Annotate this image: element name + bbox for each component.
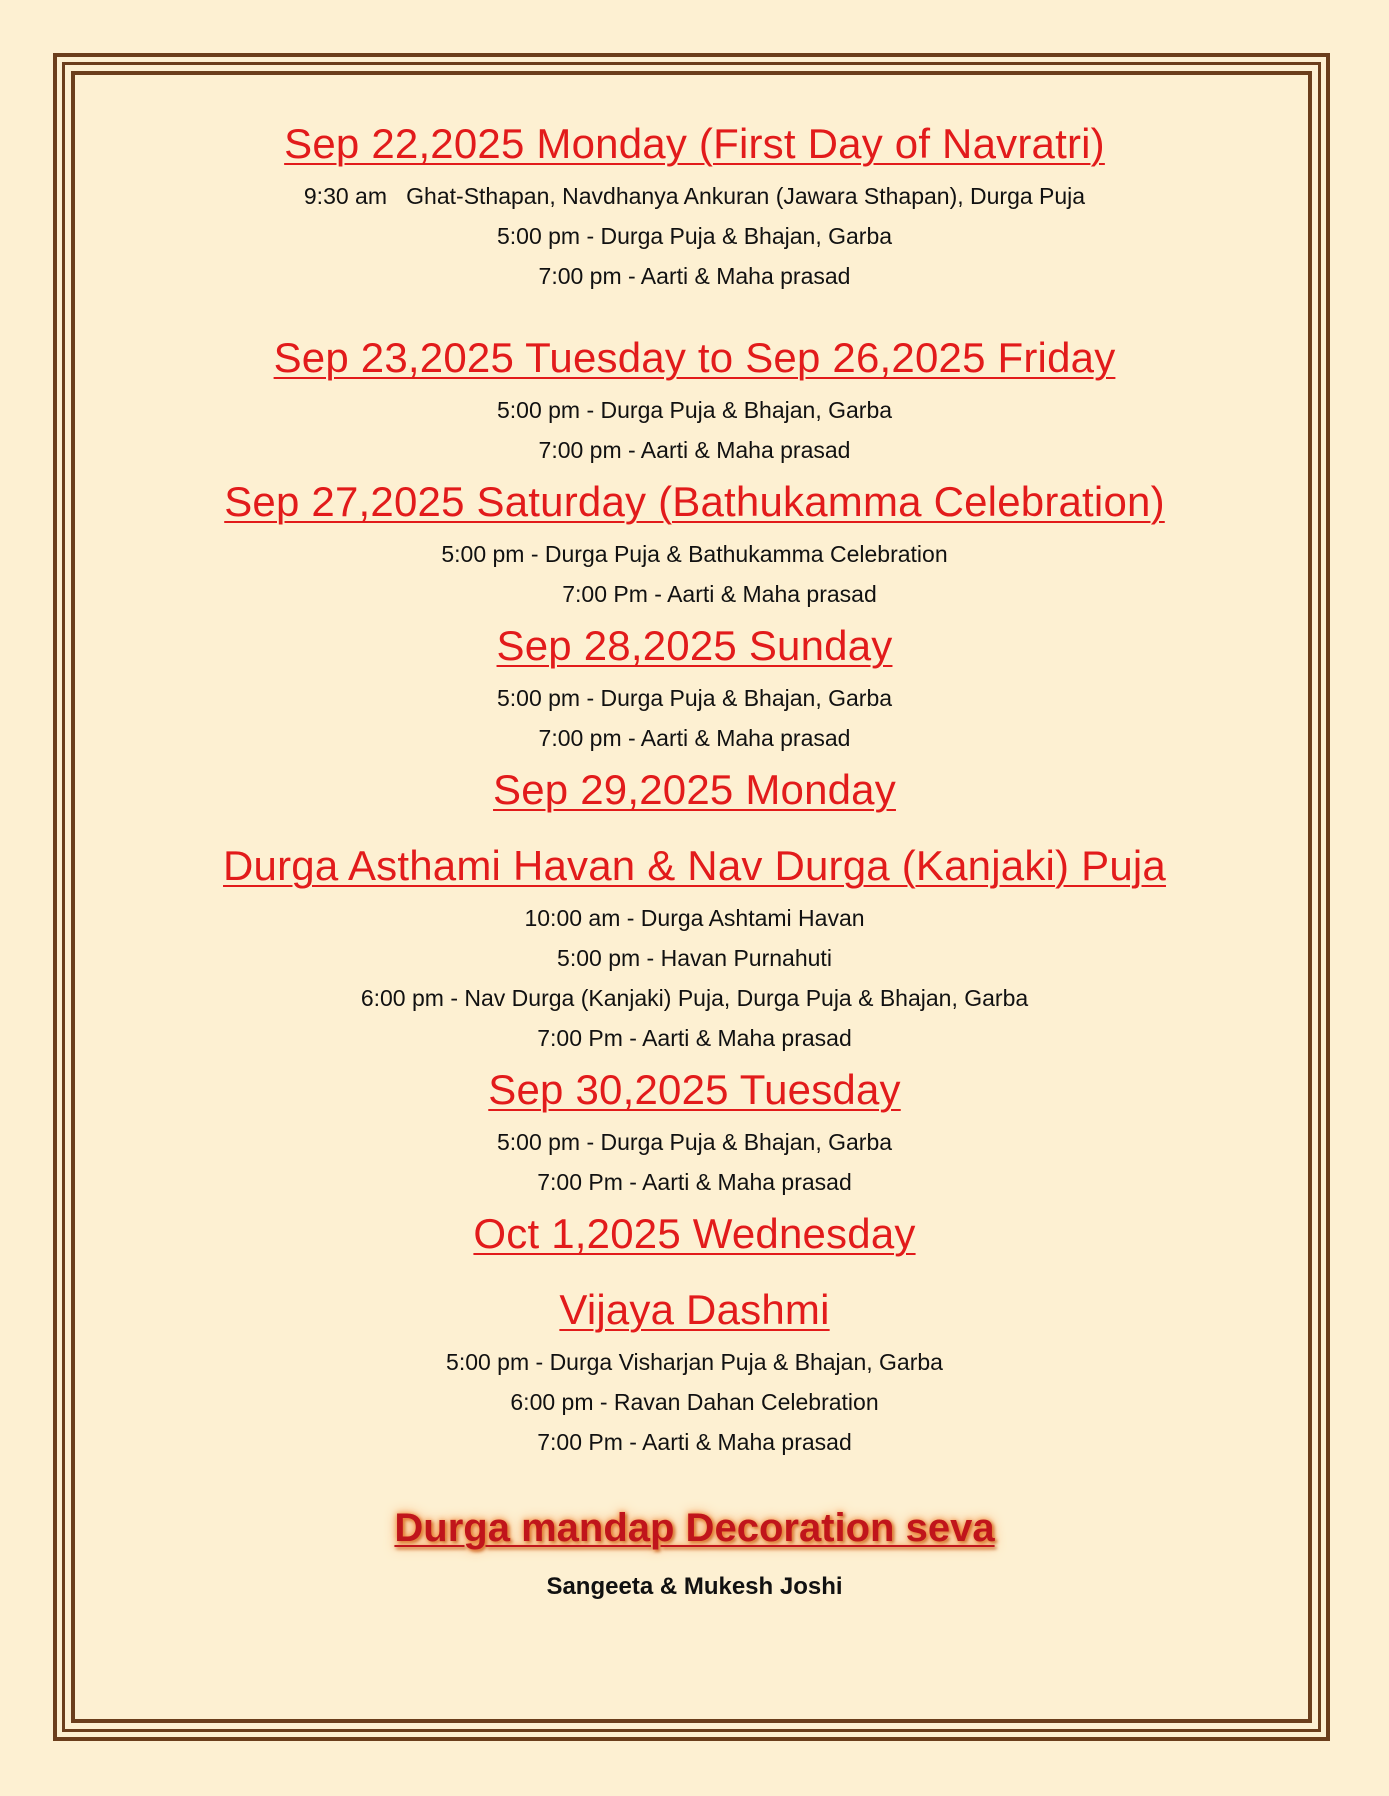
day-heading: Sep 28,2025 Sunday [496,622,893,669]
schedule-line: 7:00 Pm - Aarti & Maha prasad [537,1429,852,1455]
schedule-line: 5:00 pm - Durga Puja & Bhajan, Garba [496,685,893,711]
schedule-line: 7:00 pm - Aarti & Maha prasad [538,263,851,289]
schedule-line: 9:30 am Ghat-Sthapan, Navdhanya Ankuran (Jawara Sthapan), Durga Puja [303,183,1086,209]
event-subheading: Durga Asthami Havan & Nav Durga (Kanjaki) Puja [223,842,1166,889]
day-heading: Sep 23,2025 Tuesday to Sep 26,2025 Friday [273,334,1116,381]
schedule-line: 7:00 Pm - Aarti & Maha prasad [537,1169,852,1195]
schedule-content [80,80,1309,1601]
day-heading: Sep 22,2025 Monday (First Day of Navratri) [284,120,1105,167]
day-heading: Sep 29,2025 Monday [493,766,896,813]
day-heading: Sep 27,2025 Saturday (Bathukamma Celebration) [224,478,1165,525]
schedule-line: 10:00 am - Durga Ashtami Havan [524,905,865,931]
day-heading: Sep 30,2025 Tuesday [488,1066,901,1113]
seva-title: Durga mandap Decoration seva [394,1506,995,1550]
day-heading: Oct 1,2025 Wednesday [473,1210,916,1257]
schedule-line: 6:00 pm - Nav Durga (Kanjaki) Puja, Durga Puja & Bhajan, Garba [360,985,1029,1011]
schedule-line: 5:00 pm - Durga Visharjan Puja & Bhajan, Garba [446,1349,943,1375]
schedule-line: 7:00 pm - Aarti & Maha prasad [538,725,851,751]
sponsor-names: Sangeeta & Mukesh Joshi [546,1573,843,1600]
schedule-line: 6:00 pm - Ravan Dahan Celebration [510,1389,879,1415]
schedule-line: 7:00 Pm - Aarti & Maha prasad [562,581,877,607]
schedule-line: 5:00 pm - Durga Puja & Bhajan, Garba [496,1129,893,1155]
schedule-line: 5:00 pm - Durga Puja & Bhajan, Garba [496,397,893,423]
schedule-line: 7:00 pm - Aarti & Maha prasad [538,437,851,463]
event-subheading: Vijaya Dashmi [559,1286,830,1333]
schedule-line: 7:00 Pm - Aarti & Maha prasad [537,1025,852,1051]
schedule-line: 5:00 pm - Durga Puja & Bhajan, Garba [496,223,893,249]
schedule-line: 5:00 pm - Havan Purnahuti [557,945,832,971]
schedule-line: 5:00 pm - Durga Puja & Bathukamma Celebration [441,541,948,567]
